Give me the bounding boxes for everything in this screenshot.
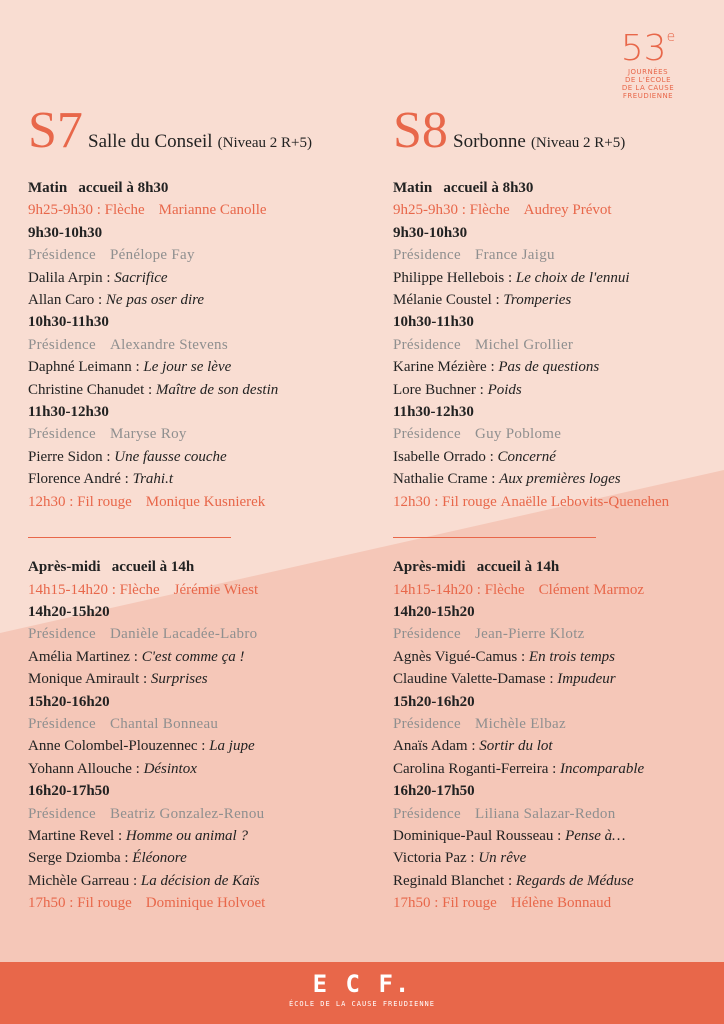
talk: Isabelle Orrado : Concerné [393, 448, 556, 465]
room-code: S7 [28, 102, 83, 159]
fil-rouge: 12h30 : Fil rouge Anaëlle Lebovits-Quenehen [393, 493, 670, 510]
journees-badge [612, 30, 684, 100]
talk: Victoria Paz : Un rêve [393, 850, 527, 867]
room-column-s7 [28, 102, 358, 915]
fil-rouge: 12h30 : Fil rouge Monique Kusnierek [28, 493, 266, 510]
brand-line: FREUDIENNE [622, 92, 674, 100]
footer-bar [0, 962, 724, 1024]
talk: Pierre Sidon : Une fausse couche [28, 448, 227, 465]
talk: Claudine Valette-Damase : Impudeur [393, 671, 616, 688]
time-slot: 9h30-10h30 [28, 224, 103, 241]
presidence: Présidence Michèle Elbaz [393, 715, 566, 732]
presidence: Présidence Danièle Lacadée-Labro [28, 626, 258, 643]
talk: Daphné Leimann : Le jour se lève [28, 359, 232, 376]
talk: Lore Buchner : Poids [393, 381, 522, 398]
fleche: 9h25-9h30 : Flèche Audrey Prévot [393, 202, 612, 219]
presidence: Présidence Michel Grollier [393, 336, 574, 353]
room-level: (Niveau 2 R+5) [217, 135, 312, 151]
talk: Anaïs Adam : Sortir du lot [393, 738, 553, 755]
session-header: Après-midi accueil à 14h [393, 559, 560, 576]
time-slot: 10h30-11h30 [393, 314, 474, 331]
fil-rouge: 17h50 : Fil rouge Dominique Holvoet [28, 895, 266, 912]
talk: Dominique-Paul Rousseau : Pense à… [393, 827, 626, 844]
room-column-s8 [393, 102, 723, 915]
talk: Agnès Vigué-Camus : En trois temps [393, 648, 616, 665]
room-code: S8 [393, 102, 448, 159]
room-name: Sorbonne [453, 131, 526, 152]
presidence: Présidence Beatriz Gonzalez-Renou [28, 805, 265, 822]
fleche: 14h15-14h20 : Flèche Clément Marmoz [393, 581, 645, 598]
presidence: Présidence Liliana Salazar-Redon [393, 805, 616, 822]
room-name: Salle du Conseil [88, 131, 213, 152]
presidence: Présidence Maryse Roy [28, 426, 187, 443]
time-slot: 16h20-17h50 [393, 783, 475, 800]
presidence: Présidence France Jaigu [393, 247, 555, 264]
brand-line: DE L'ÉCOLE [624, 76, 671, 84]
talk: Monique Amirault : Surprises [28, 671, 208, 688]
time-slot: 14h20-15h20 [393, 603, 475, 620]
talk: Michèle Garreau : La décision de Kaïs [28, 872, 260, 889]
talk: Serge Dziomba : Éléonore [28, 850, 187, 867]
talk: Dalila Arpin : Sacrifice [28, 269, 168, 286]
time-slot: 11h30-12h30 [393, 404, 474, 421]
presidence: Présidence Pénélope Fay [28, 247, 195, 264]
session-header: Matin accueil à 8h30 [28, 180, 169, 196]
talk: Reginald Blanchet : Regards de Méduse [393, 872, 634, 889]
presidence: Présidence Alexandre Stevens [28, 336, 228, 353]
talk: Mélanie Coustel : Tromperies [393, 292, 572, 309]
room-heading [28, 102, 358, 177]
talk: Yohann Allouche : Désintox [28, 760, 197, 777]
talk: Philippe Hellebois : Le choix de l'ennui [393, 269, 630, 286]
fleche: 9h25-9h30 : Flèche Marianne Canolle [28, 202, 267, 219]
ecf-subtitle: ÉCOLE DE LA CAUSE FREUDIENNE [288, 1000, 435, 1008]
edition-number: 53 [620, 28, 667, 69]
room-heading [393, 102, 723, 177]
talk: Florence André : Trahi.t [28, 471, 173, 488]
talk: Martine Revel : Homme ou animal ? [28, 827, 248, 844]
time-slot: 15h20-16h20 [393, 693, 475, 710]
talk: Anne Colombel-Plouzennec : La jupe [28, 738, 255, 755]
time-slot: 16h20-17h50 [28, 783, 110, 800]
talk: Allan Caro : Ne pas oser dire [28, 292, 205, 309]
presidence: Présidence Chantal Bonneau [28, 715, 219, 732]
time-slot: 14h20-15h20 [28, 603, 110, 620]
talk: Nathalie Crame : Aux premières loges [393, 471, 621, 488]
time-slot: 9h30-10h30 [393, 224, 468, 241]
talk: Christine Chanudet : Maître de son destin [28, 381, 279, 398]
ecf-logo: E C F. [312, 970, 412, 998]
talk: Amélia Martinez : C'est comme ça ! [28, 648, 245, 665]
brand-line: DE LA CAUSE [621, 84, 675, 92]
session-header: Matin accueil à 8h30 [393, 180, 534, 196]
talk: Carolina Roganti-Ferreira : Incomparable [393, 760, 645, 777]
time-slot: 10h30-11h30 [28, 314, 109, 331]
time-slot: 15h20-16h20 [28, 693, 110, 710]
session-header: Après-midi accueil à 14h [28, 559, 195, 576]
fleche: 14h15-14h20 : Flèche Jérémie Wiest [28, 581, 259, 598]
presidence: Présidence Guy Poblome [393, 426, 562, 443]
presidence: Présidence Jean-Pierre Klotz [393, 626, 585, 643]
brand-line: JOURNÉES [627, 68, 669, 76]
fil-rouge: 17h50 : Fil rouge Hélène Bonnaud [393, 895, 612, 912]
edition-suffix: e [666, 29, 676, 45]
section-divider [393, 537, 596, 538]
section-divider [28, 537, 231, 538]
time-slot: 11h30-12h30 [28, 404, 109, 421]
talk: Karine Mézière : Pas de questions [393, 359, 600, 376]
room-level: (Niveau 2 R+5) [530, 135, 626, 151]
